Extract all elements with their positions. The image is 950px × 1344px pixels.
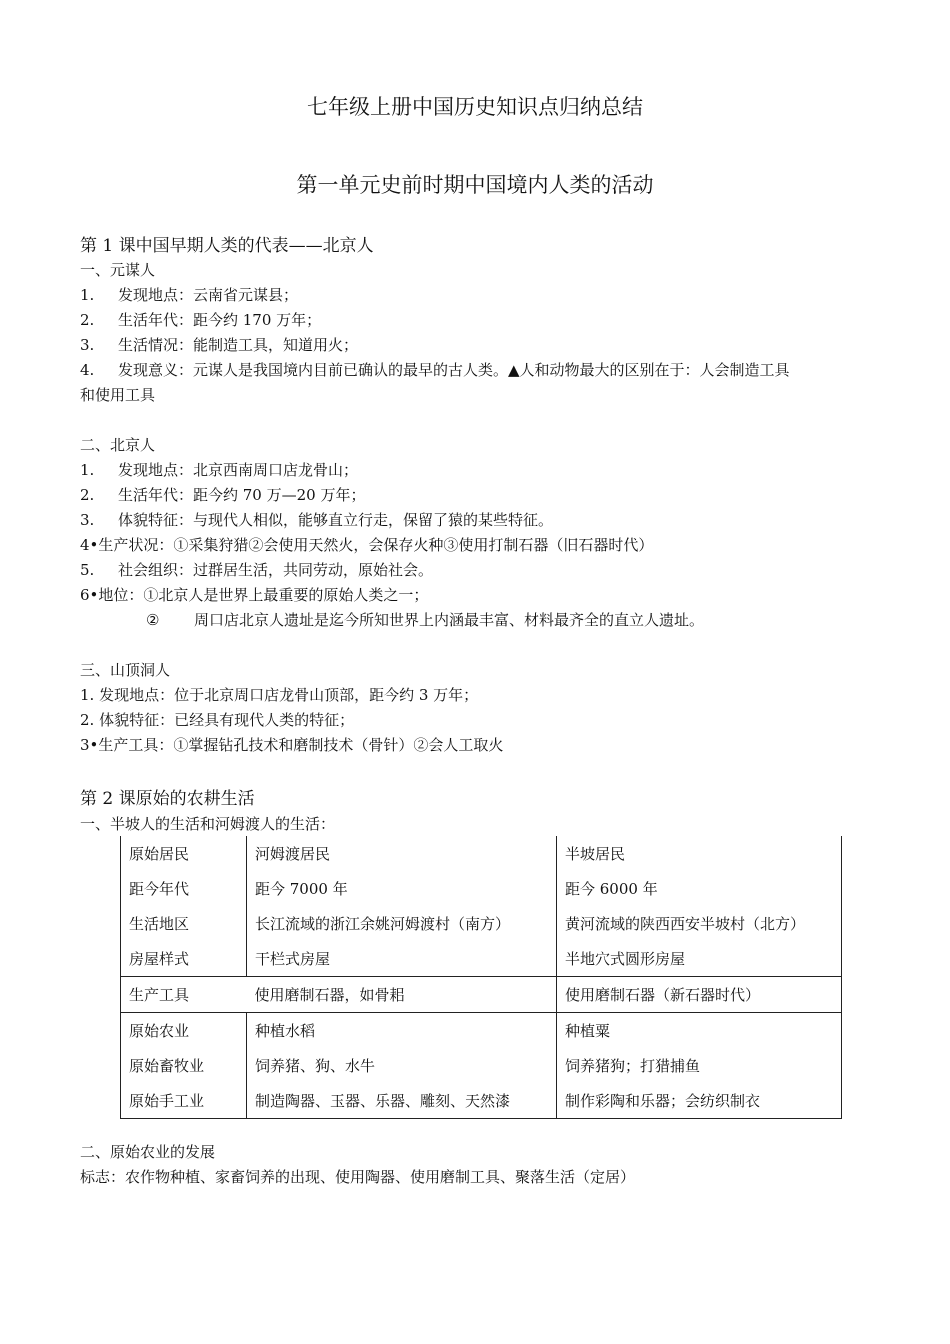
list-item (80, 559, 433, 581)
table-cell: 使用磨制石器（新石器时代） (557, 977, 842, 1013)
lesson1-title: 第 1 课中国早期人类的代表——北京人 (80, 236, 374, 256)
item-number: 3. (80, 511, 95, 529)
item-text: 生活情况：能制造工具，知道用火； (118, 336, 359, 354)
item-text: 社会组织：过群居生活，共同劳动，原始社会。 (118, 561, 434, 579)
table-cell: 制作彩陶和乐器；会纺织制衣 (557, 1083, 842, 1119)
item-text: 生活年代：距今约 70 万—20 万年； (118, 486, 366, 504)
section2-text: 标志：农作物种植、家畜饲养的出现、使用陶器、使用磨制工具、聚落生活（定居） (80, 1168, 636, 1186)
yuanmou-heading: 一、元谋人 (80, 261, 156, 279)
item-number: ② (146, 611, 160, 629)
table-row (121, 906, 842, 941)
item-text: 发现意义：元谋人是我国境内目前已确认的最早的古人类。▲人和动物最大的区别在于：人会制造工具 (118, 361, 790, 379)
table-cell: 原始农业 (121, 1013, 247, 1049)
list-item (80, 459, 358, 481)
unit-title: 第一单元史前时期中国境内人类的活动 (296, 173, 654, 197)
list-subitem (146, 609, 704, 631)
table-row (121, 1013, 842, 1049)
item-text: 体貌特征：与现代人相似，能够直立行走，保留了猿的某些特征。 (118, 511, 554, 529)
item-number: 4. (80, 361, 95, 379)
table-cell: 距今 7000 年 (247, 871, 557, 906)
table-cell: 原始畜牧业 (121, 1048, 247, 1083)
lesson2-title: 第 2 课原始的农耕生活 (80, 789, 255, 809)
list-item (80, 309, 321, 331)
list-item (80, 484, 365, 506)
item-text: 发现地点：北京西南周口店龙骨山； (118, 461, 359, 479)
item-text: 发现地点：云南省元谋县； (118, 286, 299, 304)
table-cell: 河姆渡居民 (247, 836, 557, 871)
item-number: 5. (80, 561, 95, 579)
table-cell: 黄河流域的陕西西安半坡村（北方） (557, 906, 842, 941)
table-cell: 生活地区 (121, 906, 247, 941)
shanding-heading: 三、山顶洞人 (80, 661, 171, 679)
table-cell: 制造陶器、玉器、乐器、雕刻、天然漆 (247, 1083, 557, 1119)
list-item: 3•生产工具：①掌握钻孔技术和磨制技术（骨针）②会人工取火 (80, 736, 504, 754)
table-cell: 饲养猪狗；打猎捕鱼 (557, 1048, 842, 1083)
table-cell: 生产工具 (121, 977, 247, 1013)
list-item: 2. 体貌特征：已经具有现代人类的特征； (80, 711, 355, 729)
table-row (121, 1083, 842, 1119)
list-item: 4•生产状况：①采集狩猎②会使用天然火，会保存火种③使用打制石器（旧石器时代） (80, 536, 654, 554)
table-cell: 距今年代 (121, 871, 247, 906)
list-item (80, 509, 553, 531)
table-cell: 原始手工业 (121, 1083, 247, 1119)
list-item (80, 359, 790, 381)
table-row (121, 871, 842, 906)
item-number: 2. (80, 486, 95, 504)
document-title: 七年级上册中国历史知识点归纳总结 (307, 95, 643, 119)
item-number: 3. (80, 336, 95, 354)
table-cell: 干栏式房屋 (247, 941, 557, 977)
table-cell: 长江流域的浙江余姚河姆渡村（南方） (247, 906, 557, 941)
table-cell: 原始居民 (121, 836, 247, 871)
list-item (80, 284, 298, 306)
table-cell: 使用磨制石器，如骨耜 (247, 977, 557, 1013)
table-row (121, 836, 842, 871)
table-row (121, 977, 842, 1013)
list-item-continuation: 和使用工具 (80, 386, 156, 404)
table-cell: 房屋样式 (121, 941, 247, 977)
beijing-heading: 二、北京人 (80, 436, 156, 454)
item-text: 生活年代：距今约 170 万年； (118, 311, 322, 329)
table-cell: 种植粟 (557, 1013, 842, 1049)
section2-heading: 二、原始农业的发展 (80, 1143, 216, 1161)
table-cell: 半坡居民 (557, 836, 842, 871)
list-item: 1. 发现地点：位于北京周口店龙骨山顶部，距今约 3 万年； (80, 686, 479, 704)
table-row (121, 941, 842, 977)
table-cell: 距今 6000 年 (557, 871, 842, 906)
table-cell: 种植水稻 (247, 1013, 557, 1049)
table-cell: 半地穴式圆形房屋 (557, 941, 842, 977)
comparison-table (120, 836, 842, 1119)
section1-heading: 一、半坡人的生活和河姆渡人的生活： (80, 815, 336, 833)
table-cell: 饲养猪、狗、水牛 (247, 1048, 557, 1083)
item-number: 2. (80, 311, 95, 329)
list-item (80, 334, 358, 356)
list-item: 6•地位：①北京人是世界上最重要的原始人类之一； (80, 586, 429, 604)
item-number: 1. (80, 286, 95, 304)
item-text: 周口店北京人遗址是迄今所知世界上内涵最丰富、材料最齐全的直立人遗址。 (194, 611, 705, 629)
table-row (121, 1048, 842, 1083)
item-number: 1. (80, 461, 95, 479)
